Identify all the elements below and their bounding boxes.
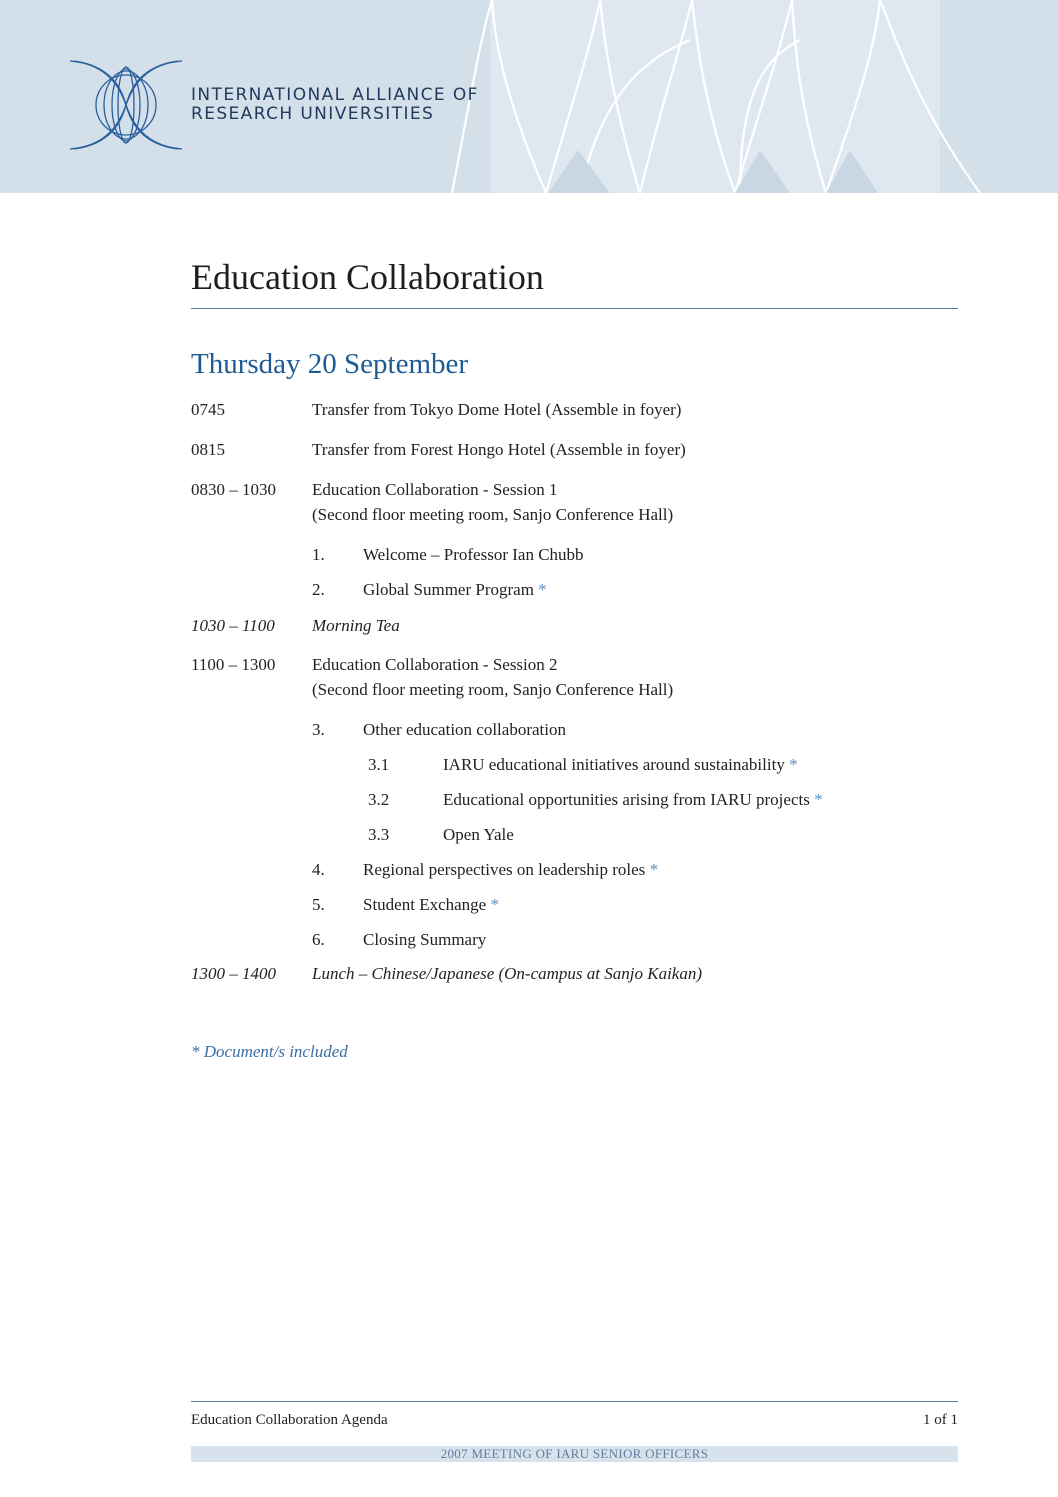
agenda-desc-session2-location: (Second floor meeting room, Sanjo Conference Hall) <box>312 680 674 699</box>
item-number-2: 2. <box>312 580 325 599</box>
subitem-number-3-1: 3.1 <box>368 755 390 774</box>
document-star: * <box>789 755 798 774</box>
item-global-summer <box>363 577 547 602</box>
documents-note: * Document/s included <box>191 1042 348 1061</box>
org-name-line2: RESEARCH UNIVERSITIES <box>191 104 435 124</box>
agenda-time-0830: 0830 – 1030 <box>191 480 276 499</box>
subitem-number-3-3: 3.3 <box>368 825 390 844</box>
item-student-exchange <box>363 892 499 917</box>
agenda-desc-session1: Education Collaboration - Session 1 <box>312 480 558 499</box>
org-name-line1: INTERNATIONAL ALLIANCE OF <box>191 85 479 105</box>
subitem-number-3-2: 3.2 <box>368 790 390 809</box>
footer-meeting-band: 2007 MEETING OF IARU SENIOR OFFICERS <box>191 1446 958 1462</box>
subitem-sustainability <box>443 752 798 777</box>
agenda-desc-morning-tea: Morning Tea <box>312 616 400 635</box>
agenda-desc-session1-location: (Second floor meeting room, Sanjo Conference Hall) <box>312 505 674 524</box>
agenda-time-1100: 1100 – 1300 <box>191 655 276 674</box>
item-closing-summary: Closing Summary <box>363 930 487 949</box>
document-star: * <box>538 580 547 599</box>
page-title: Education Collaboration <box>191 257 544 297</box>
title-divider <box>191 308 958 309</box>
organization-name <box>191 86 479 124</box>
agenda-desc-transfer-tokyo: Transfer from Tokyo Dome Hotel (Assemble in foyer) <box>312 400 682 419</box>
item-global-summer-label: Global Summer Program <box>363 580 534 599</box>
item-number-4: 4. <box>312 860 325 879</box>
subitem-open-yale: Open Yale <box>443 825 514 844</box>
iaru-logo <box>68 58 184 152</box>
agenda-time-0745: 0745 <box>191 400 225 419</box>
item-welcome: Welcome – Professor Ian Chubb <box>363 545 584 564</box>
item-student-exchange-label: Student Exchange <box>363 895 487 914</box>
subitem-sustainability-label: IARU educational initiatives around sustainability <box>443 755 785 774</box>
document-star: * <box>649 860 659 879</box>
agenda-time-1300: 1300 – 1400 <box>191 964 276 983</box>
footer-divider <box>191 1401 958 1402</box>
agenda-time-1030: 1030 – 1100 <box>191 616 275 635</box>
agenda-desc-lunch: Lunch – Chinese/Japanese (On-campus at Sanjo Kaikan) <box>312 964 702 983</box>
item-other-education: Other education collaboration <box>363 720 566 739</box>
subitem-opportunities-label: Educational opportunities arising from IARU projects <box>443 790 810 809</box>
day-heading: Thursday 20 September <box>191 348 469 380</box>
item-regional-perspectives <box>363 857 658 882</box>
item-number-5: 5. <box>312 895 325 914</box>
item-number-1: 1. <box>312 545 325 564</box>
agenda-desc-session2: Education Collaboration - Session 2 <box>312 655 558 674</box>
footer-document-title: Education Collaboration Agenda <box>191 1412 388 1428</box>
header-banner <box>0 0 1058 193</box>
item-number-6: 6. <box>312 930 325 949</box>
agenda-desc-transfer-forest: Transfer from Forest Hongo Hotel (Assemble in foyer) <box>312 440 686 459</box>
item-regional-perspectives-label: Regional perspectives on leadership roles <box>363 860 646 879</box>
subitem-opportunities <box>443 787 823 812</box>
item-number-3: 3. <box>312 720 325 739</box>
document-star: * <box>814 790 823 809</box>
footer-page-number: 1 of 1 <box>923 1412 958 1428</box>
agenda-time-0815: 0815 <box>191 440 225 459</box>
document-star: * <box>490 895 499 914</box>
